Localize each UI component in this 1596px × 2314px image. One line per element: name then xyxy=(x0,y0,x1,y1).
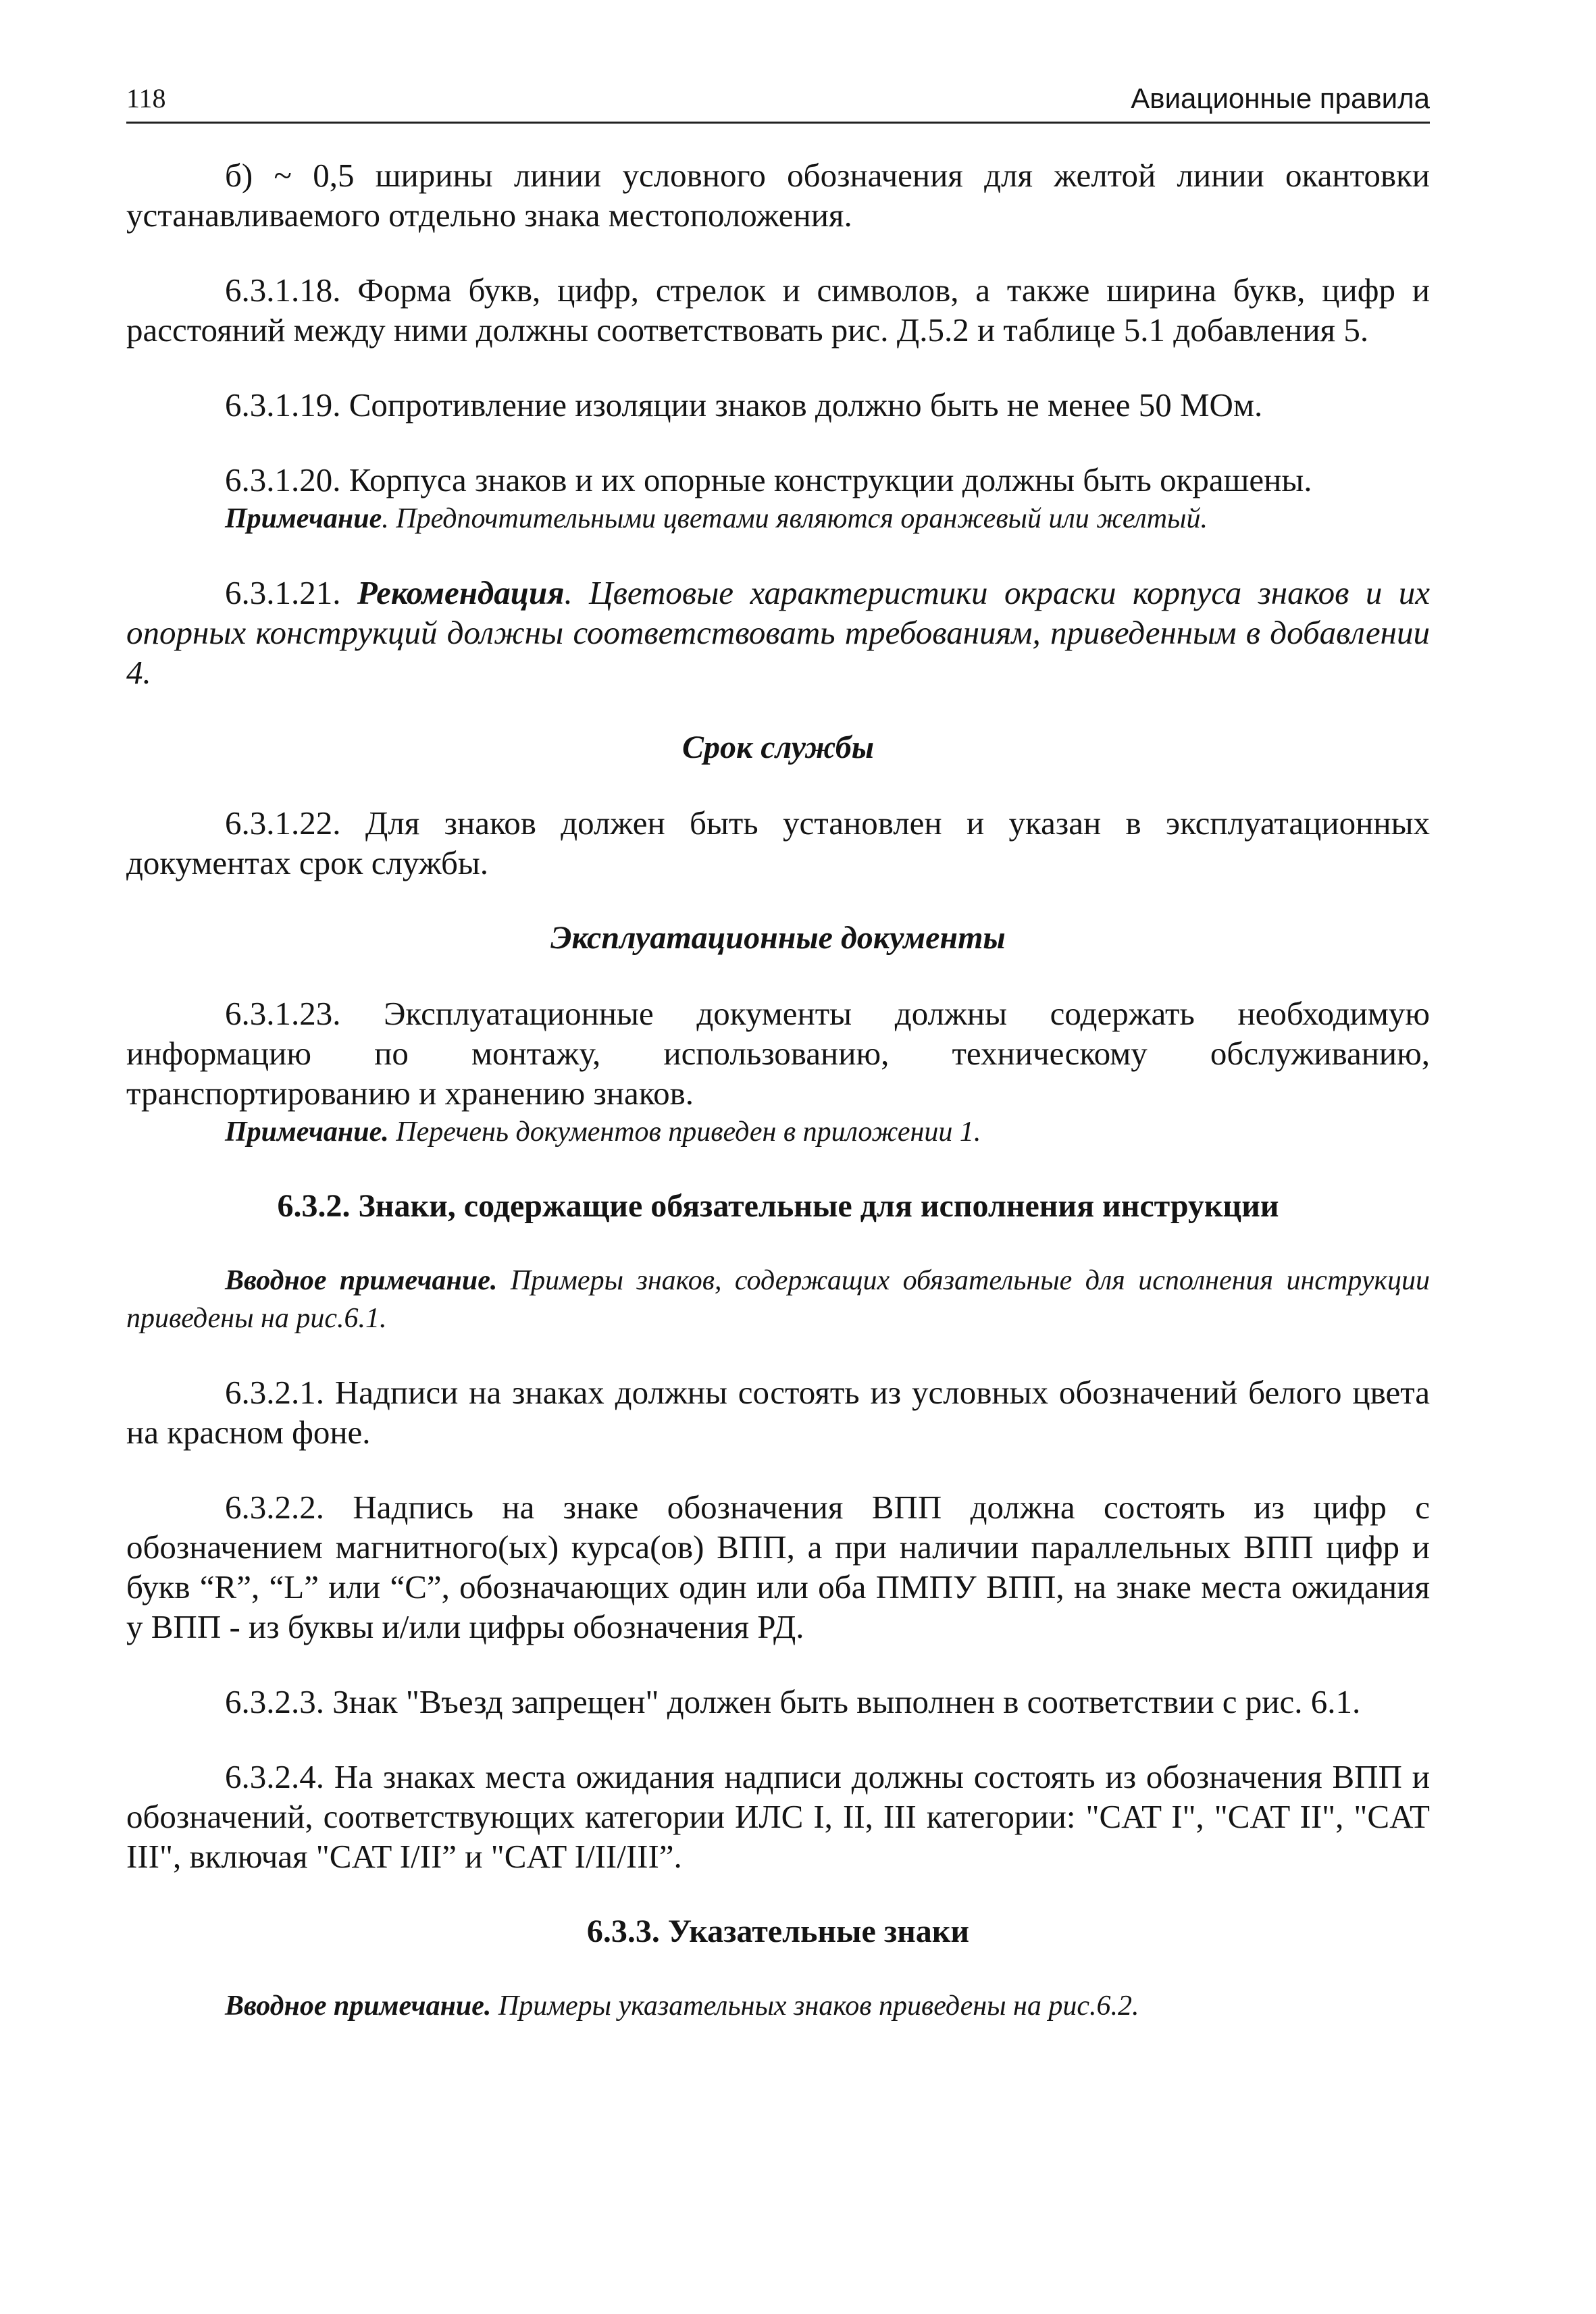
recommendation-text: . Цветовые характеристики окраски корпуса знаков и их опорных конструкций должны соответствовать требованиям, приведенным в добавлении 4. xyxy=(126,574,1430,691)
paragraph-number: 6.3.1.21. xyxy=(225,574,357,611)
note-6-3-1-20 xyxy=(126,500,1430,538)
paragraph-6-3-1-22: 6.3.1.22. Для знаков должен быть установлен и указан в эксплуатационных документах срок службы. xyxy=(126,804,1430,881)
note-label: Примечание. xyxy=(225,1116,389,1148)
note-text: Перечень документов приведен в приложении 1. xyxy=(388,1116,981,1148)
paragraph-6-3-1-21 xyxy=(126,573,1430,692)
intro-note-6-3-3 xyxy=(126,1987,1430,2025)
note-6-3-1-23 xyxy=(126,1113,1430,1151)
document-body xyxy=(126,155,1430,2025)
section-heading-6-3-2: 6.3.2. Знаки, содержащие обязательные для исполнения инструкции xyxy=(277,1188,1279,1224)
paragraph-6-3-1-18: 6.3.1.18. Форма букв, цифр, стрелок и символов, а также ширина букв, цифр и расстояний между ними должны соответствовать рис. Д.5.2 и таблице 5.1 добавления 5. xyxy=(126,272,1430,349)
paragraph-6-3-2-3: 6.3.2.3. Знак "Въезд запрещен" должен быть выполнен в соответствии с рис. 6.1. xyxy=(225,1683,1361,1720)
page-header xyxy=(126,82,1430,120)
paragraph-6-3-2-2: 6.3.2.2. Надпись на знаке обозначения ВПП должна состоять из цифр с обозначением магнитного(ых) курса(ов) ВПП, а при наличии параллельных ВПП цифр и букв “R”, “L” или “C”, обозначающих один или оба ПМПУ ВПП, на знаке места ожидания у ВПП - из буквы и/или цифры обозначения РД. xyxy=(126,1489,1430,1645)
page-number: 118 xyxy=(126,83,166,113)
subheading-service-life: Срок службы xyxy=(681,729,875,765)
paragraph-6-3-2-4: 6.3.2.4. На знаках места ожидания надписи должны состоять из обозначения ВПП и обозначений, соответствующих категории ИЛС I, II, III категории: "CAT I", "CAT II", "CAT III", включая "CAT I/II” и "CAT I/II/III”. xyxy=(126,1758,1430,1875)
subheading-operational-documents: Эксплуатационные документы xyxy=(550,920,1006,956)
header-rule xyxy=(126,122,1430,124)
intro-note-label: Вводное примечание. xyxy=(225,1265,498,1296)
intro-note-text: Примеры указательных знаков приведены на рис.6.2. xyxy=(491,1990,1139,2022)
intro-note-6-3-2 xyxy=(126,1262,1430,1337)
paragraph-6-3-1-19: 6.3.1.19. Сопротивление изоляции знаков должно быть не менее 50 МОм. xyxy=(225,386,1263,423)
intro-note-label: Вводное примечание. xyxy=(225,1990,492,2022)
paragraph-6-3-1-23: 6.3.1.23. Эксплуатационные документы должны содержать необходимую информацию по монтажу, использованию, техническому обслуживанию, транспортированию и хранению знаков. xyxy=(126,995,1430,1112)
paragraph-6-3-2-1: 6.3.2.1. Надписи на знаках должны состоять из условных обозначений белого цвета на красном фоне. xyxy=(126,1374,1430,1451)
paragraph-6-3-1-20: 6.3.1.20. Корпуса знаков и их опорные конструкции должны быть окрашены. xyxy=(225,461,1312,498)
recommendation-label: Рекомендация xyxy=(357,574,565,611)
intro-note-text: Примеры знаков, содержащих обязательные для исполнения инструкции приведены на рис.6.1. xyxy=(126,1265,1431,1334)
note-text: . Предпочтительными цветами являются оранжевый или желтый. xyxy=(382,503,1208,534)
running-title: Авиационные правила xyxy=(1131,82,1430,114)
note-label: Примечание xyxy=(225,503,382,534)
section-heading-6-3-3: 6.3.3. Указательные знаки xyxy=(586,1913,970,1949)
paragraph-b: б) ~ 0,5 ширины линии условного обозначения для желтой линии окантовки устанавливаемого отдельно знака местоположения. xyxy=(126,157,1430,234)
